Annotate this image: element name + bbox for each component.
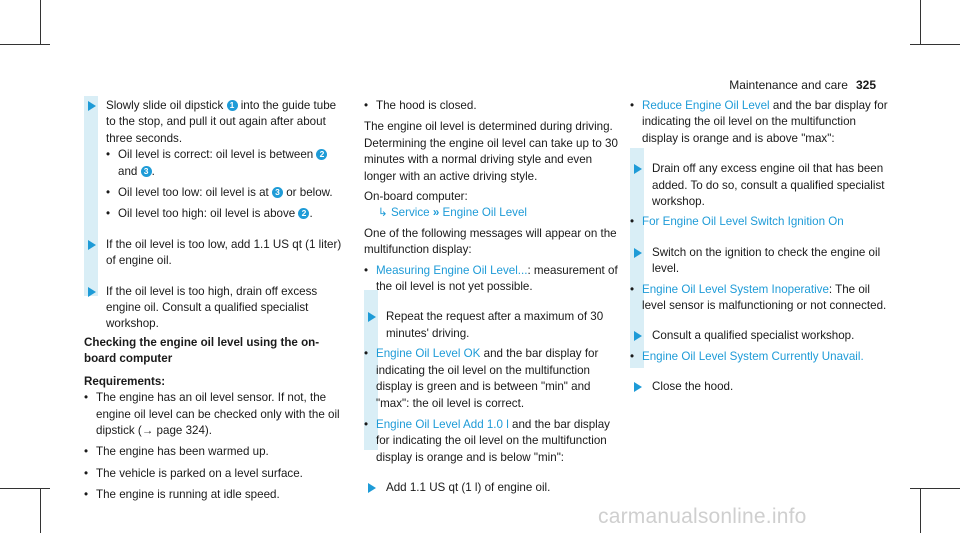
step-arrow-icon: [634, 164, 642, 174]
step-repeat: Repeat the request after a maximum of 30 minutes' driving.: [386, 310, 604, 340]
callout-2-icon: 2: [298, 208, 309, 219]
requirements-label: Requirements:: [84, 374, 166, 388]
running-header: [729, 78, 876, 92]
list-item: • Engine Oil Level OK and the bar display for indicating the oil level on the multifunction display is green and is between "min" and "max": the oil level is correct.: [364, 346, 626, 412]
crop-mark: [0, 488, 50, 489]
menu-engine-oil-level: Engine Oil Level: [442, 206, 527, 220]
menu-separator-icon: »: [432, 206, 440, 220]
step-close-hood: Close the hood.: [652, 380, 734, 394]
crop-mark: [40, 488, 41, 533]
step-arrow-icon: [368, 312, 376, 322]
step-drain-oil: Drain off any excess engine oil that has been added. To do so, consult a qualified specialist workshop.: [652, 162, 885, 209]
step-switch-ignition: Switch on the ignition to check the engine oil level.: [652, 245, 881, 276]
section-title: Maintenance and care: [729, 78, 848, 92]
crop-mark: [910, 488, 960, 489]
column-3: [630, 98, 892, 396]
callout-3-icon: 3: [141, 166, 152, 177]
step-arrow-icon: [634, 331, 642, 341]
page-number: 325: [855, 78, 876, 92]
step-arrow-icon: [88, 101, 96, 111]
list-item: • Reduce Engine Oil Level and the bar display for indicating the oil level on the multifunction display is orange and is above "max":: [630, 98, 892, 147]
step-drain-oil: If the oil level is too high, drain off excess engine oil. Consult a qualified specialist workshop.: [106, 284, 318, 331]
list-item: • The engine is running at idle speed.: [84, 487, 346, 503]
crop-mark: [920, 488, 921, 533]
list-item: • Engine Oil Level Add 1.0 l and the bar display for indicating the oil level on the multifunction display is orange and is below "min":: [364, 417, 626, 466]
step-arrow-icon: [88, 287, 96, 297]
list-item: • Engine Oil Level System Inoperative: The oil level sensor is malfunctioning or not connected.: [630, 282, 892, 315]
list-item: • Measuring Engine Oil Level...: measurement of the oil level is not yet possible.: [364, 263, 626, 296]
step-arrow-icon: [88, 240, 96, 250]
list-item: • The vehicle is parked on a level surface.: [84, 466, 346, 482]
crop-mark: [0, 44, 50, 45]
step-slide-dipstick: Slowly slide oil dipstick 1 into the guide tube to the stop, and pull it out again after about three seconds. • Oil level is correct: oil level is between 2 and 3 . • Oil level too low: oil level is at 3 or below. • Oil level too high: oil level is above 2 .: [84, 98, 346, 223]
crop-mark: [920, 0, 921, 45]
menu-service: Service: [390, 206, 430, 220]
list-item: • Engine Oil Level System Currently Unavail.: [630, 349, 892, 365]
list-item: • Oil level too low: oil level is at 3 or below.: [106, 185, 346, 201]
watermark: carmanualsonline.info: [598, 505, 807, 528]
list-item: • Oil level is correct: oil level is between 2 and 3 .: [106, 147, 346, 180]
list-item: • Oil level too high: oil level is above 2 .: [106, 206, 346, 222]
list-item: • The hood is closed.: [364, 98, 626, 114]
paragraph: The engine oil level is determined during driving. Determining the engine oil level can take up to 30 minutes with a normal driving style and even longer with an active driving style.: [364, 120, 618, 183]
list-item: • For Engine Oil Level Switch Ignition On: [630, 214, 892, 230]
menu-path: [364, 205, 626, 221]
crop-mark: [40, 0, 41, 45]
step-arrow-icon: [368, 483, 376, 493]
step-consult-workshop: Consult a qualified specialist workshop.: [652, 329, 855, 343]
step-add-oil: Add 1.1 US qt (1 l) of engine oil.: [386, 481, 551, 495]
section-heading: Checking the engine oil level using the on-board computer: [84, 335, 320, 366]
crop-mark: [910, 44, 960, 45]
column-2: [364, 98, 626, 497]
onboard-computer-label: On-board computer:: [364, 190, 468, 204]
callout-1-icon: 1: [227, 100, 238, 111]
step-add-oil: If the oil level is too low, add 1.1 US qt (1 liter) of engine oil.: [106, 237, 342, 268]
callout-3-icon: 3: [272, 187, 283, 198]
step-arrow-icon: [634, 382, 642, 392]
list-item: • The engine has been warmed up.: [84, 444, 346, 460]
column-1: [84, 98, 346, 504]
paragraph: One of the following messages will appear on the multifunction display:: [364, 226, 617, 257]
menu-arrow-icon: ↳: [378, 206, 388, 220]
step-arrow-icon: [634, 248, 642, 258]
callout-2-icon: 2: [316, 149, 327, 160]
list-item: • The engine has an oil level sensor. If not, the engine oil level can be checked only with the oil dipstick (→ page 324).: [84, 390, 346, 439]
